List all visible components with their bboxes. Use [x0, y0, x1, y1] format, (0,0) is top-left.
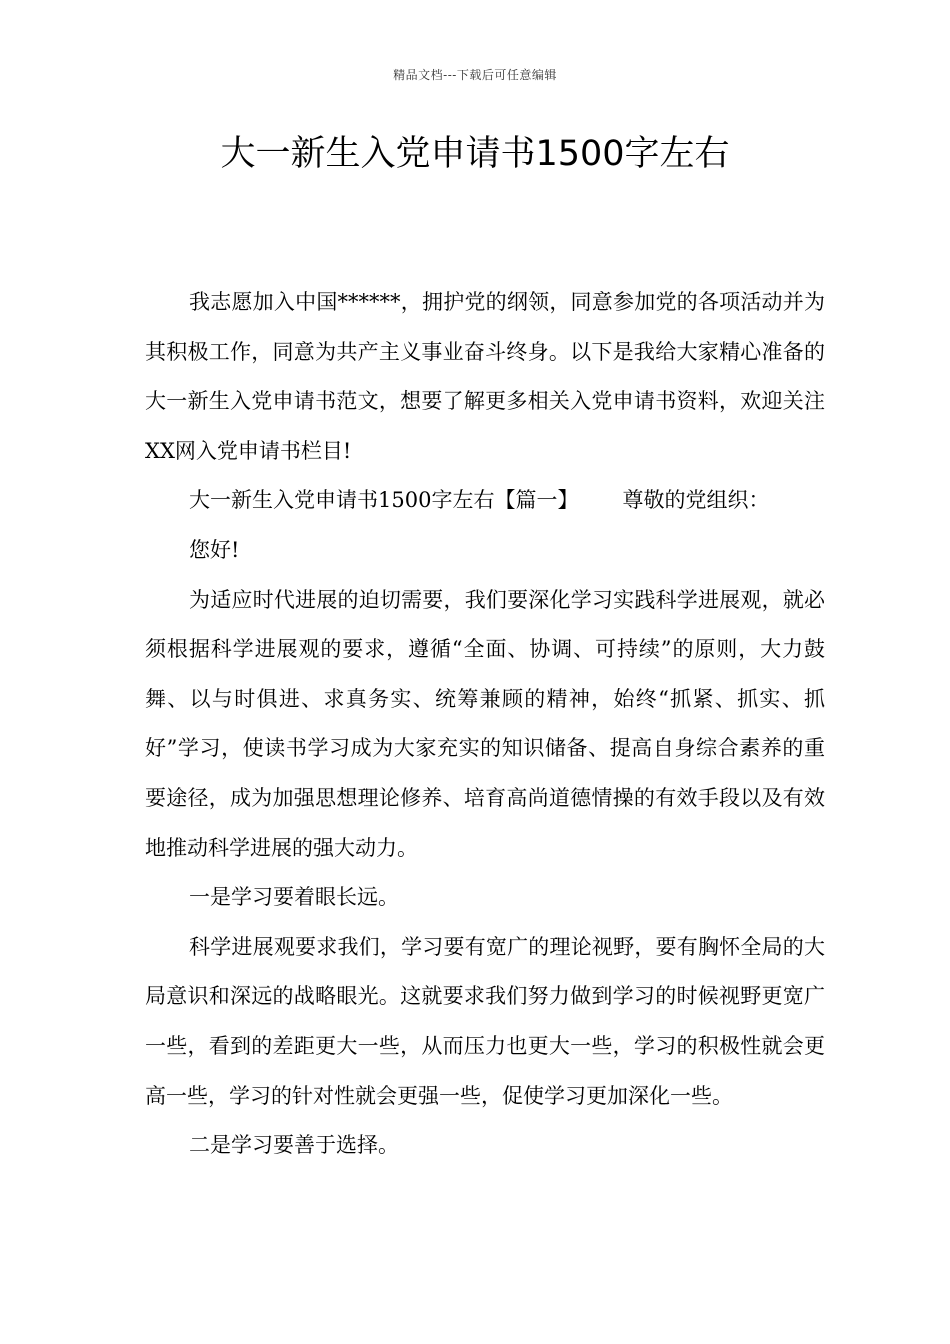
header-note: 精品文档---下载后可任意编辑 — [393, 68, 557, 82]
salutation: 尊敬的党组织： — [622, 488, 770, 513]
body-paragraph: 科学进展观要求我们，学习要有宽广的理论视野，要有胸怀全局的大局意识和深远的战略眼光。这就要求我们努力做到学习的时候视野更宽广一些，看到的差距更大一些，从而压力也更大一些，学习的积极性就会更高一些，学习的针对性就会更强一些，促使学习更加深化一些。 — [145, 934, 825, 1108]
point-heading: 二是学习要善于选择。 — [189, 1133, 399, 1158]
body-paragraph: 为适应时代进展的迫切需要，我们要深化学习实践科学进展观，就必须根据科学进展观的要求，遵循“全面、协调、可持续”的原则，大力鼓舞、以与时俱进、求真务实、统筹兼顾的精神，始终“抓紧、抓实、抓好”学习，使读书学习成为大家充实的知识储备、提高自身综合素养的重要途径，成为加强思想理论修养、培育高尚道德情操的有效手段以及有效地推动科学进展的强大动力。 — [145, 587, 825, 860]
section-heading: 大一新生入党申请书1500字左右【篇一】 — [189, 488, 579, 513]
point-heading: 一是学习要着眼长远。 — [189, 885, 399, 910]
document-title: 大一新生入党申请书1500字左右 — [220, 134, 730, 174]
greeting: 您好! — [189, 537, 240, 562]
document-body — [145, 278, 825, 1171]
intro-paragraph: 我志愿加入中国******，拥护党的纲领，同意参加党的各项活动并为其积极工作，同意为共产主义事业奋斗终身。以下是我给大家精心准备的大一新生入党申请书范文，想要了解更多相关入党申请书资料，欢迎关注XX网入党申请书栏目! — [145, 290, 825, 463]
section-heading-line — [145, 476, 825, 526]
